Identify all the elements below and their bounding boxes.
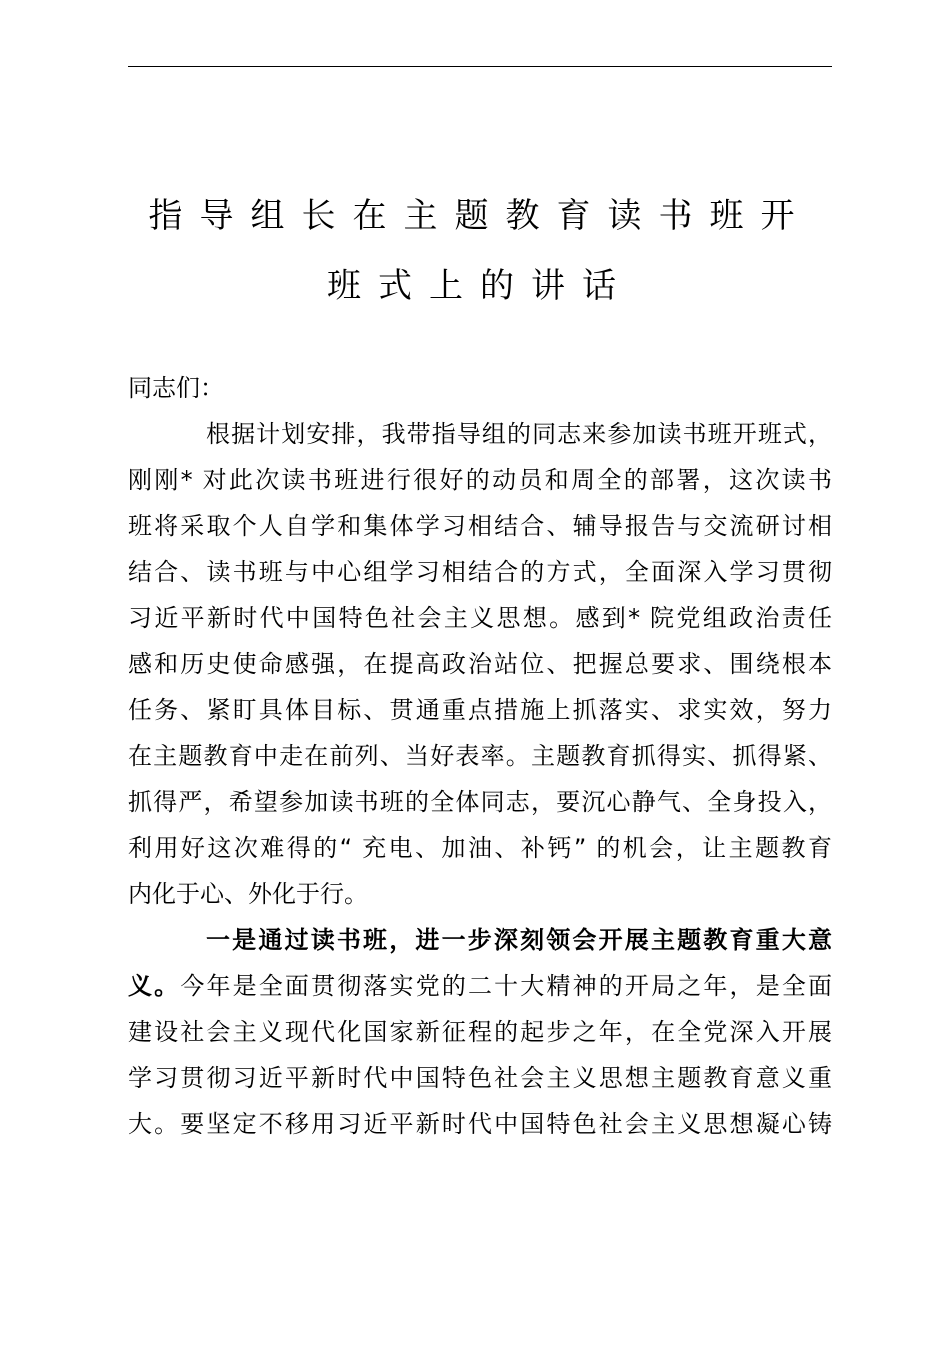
paragraph-line: 内化于心、外化于行。 [128,880,368,908]
document-title-line-2: 班式上的讲话 [327,266,633,306]
paragraph-2 [128,917,832,1147]
section-heading: 一是通过读书班，进一步深刻领会开展主题教育重大意 [206,926,832,954]
paragraph-line [128,963,832,1009]
section-heading-end: 义。 [128,972,181,1000]
paragraph-line: 感和历史使命感强，在提高政治站位、把握总要求、围绕根本 [128,650,832,678]
paragraph-line: 大。要坚定不移用习近平新时代中国特色社会主义思想凝心铸 [128,1110,832,1138]
paragraph-line: 建设社会主义现代化国家新征程的起步之年，在全党深入开展 [128,1018,832,1046]
document-title-line-1: 指导组长在主题教育读书班开 [148,196,812,236]
salutation-block [128,365,832,411]
paragraph-line: 根据计划安排，我带指导组的同志来参加读书班开班式， [206,420,832,448]
paragraph-line: 刚刚* 对此次读书班进行很好的动员和周全的部署，这次读书 [128,466,832,494]
paragraph-line: 任务、紧盯具体目标、贯通重点措施上抓落实、求实效，努力 [128,696,832,724]
paragraph-1 [128,411,832,917]
paragraph-line: 在主题教育中走在前列、当好表率。主题教育抓得实、抓得紧、 [128,742,832,770]
paragraph-line: 抓得严，希望参加读书班的全体同志，要沉心静气、全身投入， [128,788,832,816]
paragraph-line: 结合、读书班与中心组学习相结合的方式，全面深入学习贯彻 [128,558,832,586]
paragraph-line: 学习贯彻习近平新时代中国特色社会主义思想主题教育意义重 [128,1064,832,1092]
header-rule [128,66,832,67]
paragraph-line [128,917,832,963]
paragraph-text: 今年是全面贯彻落实党的二十大精神的开局之年，是全面 [180,972,833,1000]
paragraph-line: 习近平新时代中国特色社会主义思想。感到* 院党组政治责任 [128,604,832,632]
salutation: 同志们： [128,374,224,402]
paragraph-line: 班将采取个人自学和集体学习相结合、辅导报告与交流研讨相 [128,512,832,540]
paragraph-line: 利用好这次难得的“ 充电、加油、补钙” 的机会，让主题教育 [128,834,832,862]
